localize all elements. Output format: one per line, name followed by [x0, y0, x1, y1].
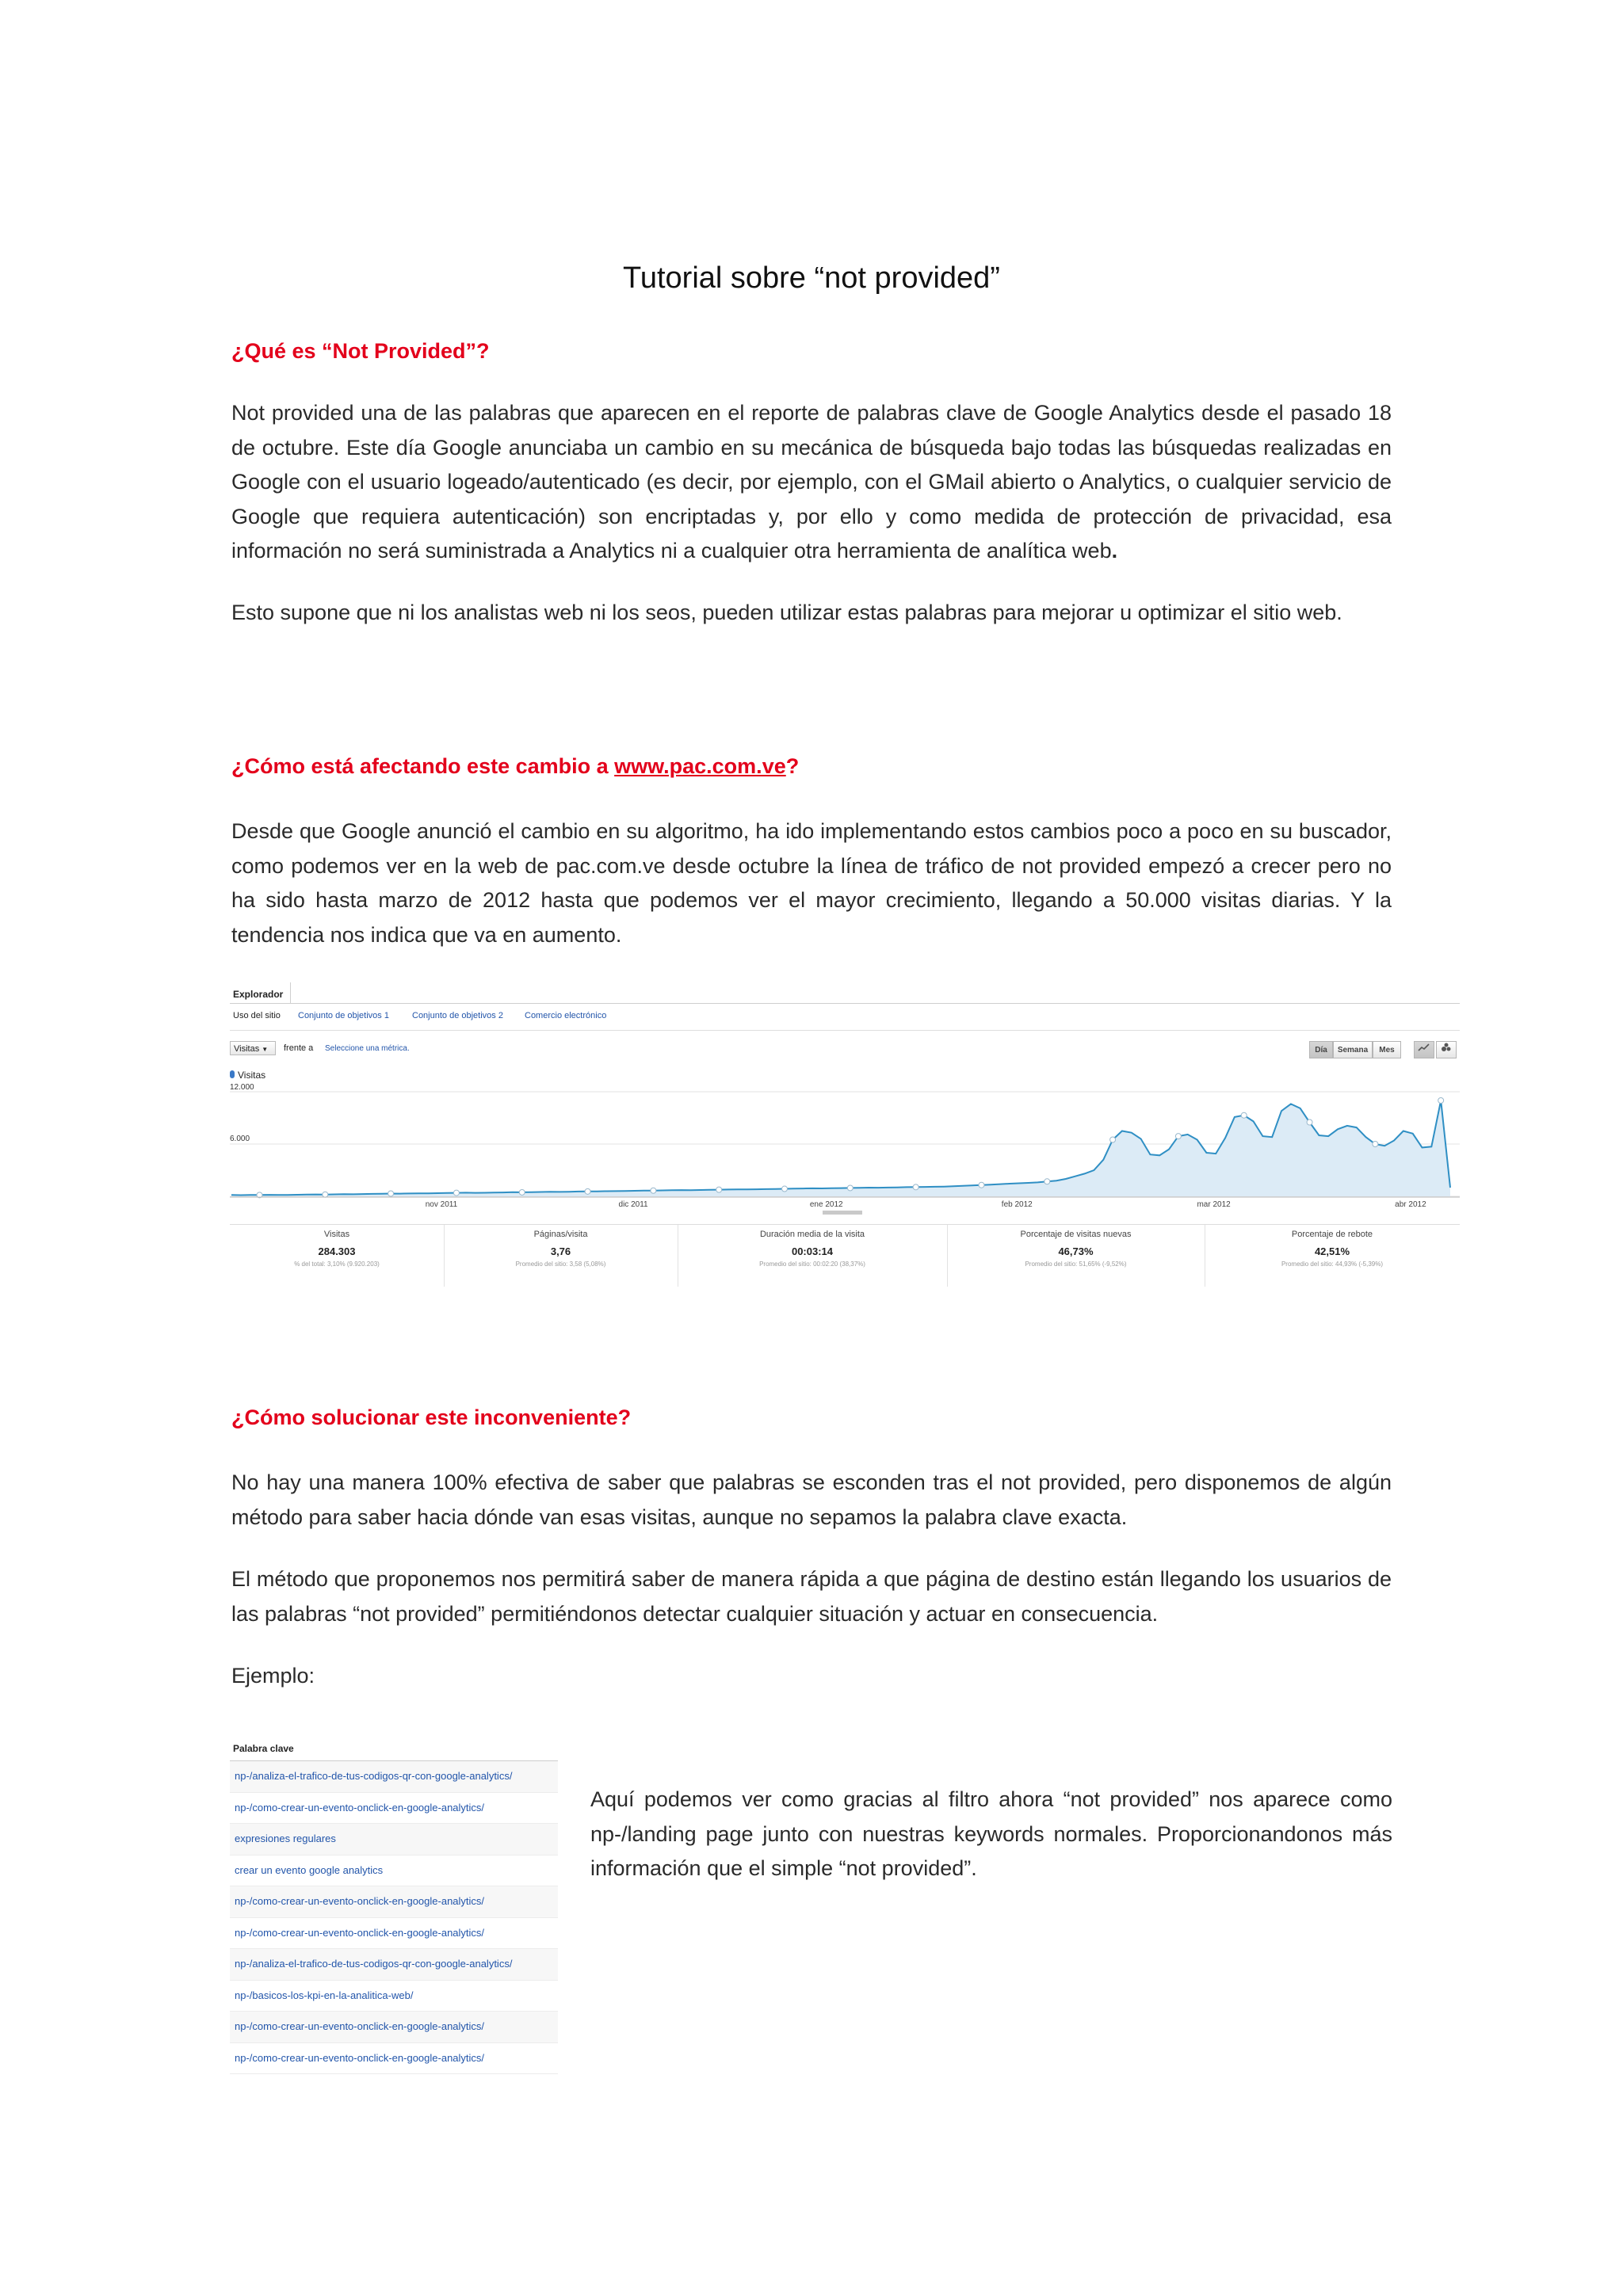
- table-row[interactable]: crear un evento google analytics: [230, 1855, 558, 1887]
- motion-chart-icon[interactable]: [1436, 1041, 1457, 1058]
- data-point[interactable]: [453, 1190, 459, 1196]
- stat-visits: [230, 1225, 444, 1287]
- x-tick-label: nov 2011: [425, 1200, 458, 1209]
- line-chart-icon[interactable]: [1414, 1041, 1434, 1058]
- table-row[interactable]: np-/como-crear-un-evento-onclick-en-google-analytics/: [230, 1886, 558, 1918]
- select-metric-link[interactable]: Seleccione una métrica.: [325, 1044, 410, 1053]
- data-point[interactable]: [585, 1188, 590, 1194]
- stat-label: Porcentaje de rebote: [1291, 1230, 1373, 1239]
- heading-how-affecting-suffix: ?: [785, 754, 800, 778]
- data-point[interactable]: [1175, 1134, 1181, 1139]
- data-point[interactable]: [716, 1187, 722, 1192]
- table-row[interactable]: np-/analiza-el-trafico-de-tus-codigos-qr-con-google-analytics/: [230, 1761, 558, 1793]
- stat-value: 42,51%: [1314, 1245, 1350, 1257]
- y-tick-label: 12.000: [230, 1083, 254, 1092]
- data-point[interactable]: [1307, 1119, 1312, 1125]
- site-link[interactable]: www.pac.com.ve: [614, 754, 786, 778]
- paragraph-method: El método que proponemos nos permitirá saber de manera rápida a que página de destino están llegando los usuarios de las palabras “not provided” permitiéndonos detectar cualquier situación y actuar en consecuencia.: [231, 1567, 1392, 1626]
- metric-select[interactable]: [230, 1041, 276, 1055]
- table-row[interactable]: np-/como-crear-un-evento-onclick-en-google-analytics/: [230, 2012, 558, 2043]
- stat-label: Porcentaje de visitas nuevas: [1020, 1230, 1132, 1239]
- data-point[interactable]: [979, 1182, 984, 1188]
- x-tick-label: mar 2012: [1197, 1200, 1231, 1209]
- paragraph-consequence: Esto supone que ni los analistas web ni los seos, pueden utilizar estas palabras para mejorar u optimizar el sitio web.: [231, 601, 1342, 624]
- stat-value: 46,73%: [1058, 1245, 1094, 1257]
- heading-how-solve: ¿Cómo solucionar este inconveniente?: [231, 1405, 632, 1429]
- x-tick-label: dic 2011: [618, 1200, 648, 1209]
- page-title: Tutorial sobre “not provided”: [623, 261, 1000, 295]
- month-button[interactable]: Mes: [1373, 1041, 1401, 1058]
- subtab-ecommerce[interactable]: Comercio electrónico: [525, 1011, 607, 1020]
- paragraph-intro-end: .: [1111, 539, 1118, 563]
- x-tick-label: feb 2012: [1001, 1200, 1033, 1209]
- heading-how-affecting-prefix: ¿Cómo está afectando este cambio a: [231, 754, 615, 778]
- chevron-down-icon: ▼: [262, 1046, 269, 1053]
- data-point[interactable]: [913, 1184, 918, 1190]
- paragraph-intro-text: Not provided una de las palabras que aparecen en el reporte de palabras clave de Google Analytics desde el pasado 18 de octubre. Este día Google anunciaba un cambio en su mecánica de búsqueda bajo todas las búsquedas realizadas en Google con el usuario logeado/autenticado (es decir, por ejemplo, con el GMail abierto o Analytics, o cualquier servicio de Google que requiera autenticación) son encriptadas y, por ello y como medida de protección de privacidad, esa información no será suministrada a Analytics ni a cualquier otra herramienta de analítica web: [231, 401, 1392, 563]
- paragraph-affecting: Desde que Google anunció el cambio en su algoritmo, ha ido implementando estos cambios poco a poco en su buscador, como podemos ver en la web de pac.com.ve desde octubre la línea de tráfico de not provided empezó a crecer pero no ha sido hasta marzo de 2012 hasta que podemos ver el mayor crecimiento, llegando a 50.000 visitas diarias. Y la tendencia nos indica que va en aumento.: [231, 819, 1392, 947]
- data-point[interactable]: [388, 1191, 394, 1196]
- data-point[interactable]: [1373, 1142, 1378, 1147]
- compare-label: frente a: [284, 1043, 314, 1053]
- stat-sub: Promedio del sitio: 44,93% (-5,39%): [1281, 1261, 1384, 1268]
- x-tick-label: ene 2012: [809, 1200, 843, 1209]
- data-point[interactable]: [1438, 1098, 1444, 1104]
- stat-label: Visitas: [323, 1230, 350, 1239]
- stat-label: Duración media de la visita: [759, 1230, 865, 1239]
- paragraph-example-explanation: Aquí podemos ver como gracias al filtro ahora “not provided” nos aparece como np-/landing page junto con nuestras keywords normales. Proporcionandonos más información que el simple “not provided”.: [590, 1787, 1392, 1880]
- week-button[interactable]: Semana: [1333, 1041, 1373, 1058]
- analytics-screenshot: [230, 982, 1460, 1287]
- legend-dot: [230, 1070, 235, 1078]
- stat-sub: Promedio del sitio: 3,58 (5,08%): [515, 1261, 606, 1268]
- tab-divider: [230, 1003, 1460, 1004]
- subtab-goals-1[interactable]: Conjunto de objetivos 1: [298, 1011, 389, 1020]
- data-point[interactable]: [1241, 1112, 1247, 1118]
- stat-value: 3,76: [550, 1245, 571, 1257]
- data-point[interactable]: [651, 1188, 656, 1193]
- paragraph-example-label: Ejemplo:: [231, 1664, 315, 1688]
- stat-new-visits: [947, 1225, 1205, 1287]
- explorer-tab[interactable]: Explorador: [233, 989, 284, 1000]
- metric-select-value: Visitas: [234, 1044, 260, 1054]
- keyword-table: [230, 1737, 558, 2074]
- x-tick-label: abr 2012: [1395, 1200, 1426, 1209]
- data-point[interactable]: [323, 1192, 328, 1197]
- table-row[interactable]: np-/como-crear-un-evento-onclick-en-google-analytics/: [230, 1918, 558, 1950]
- visits-chart: [230, 1085, 1460, 1224]
- range-handle[interactable]: [823, 1211, 862, 1215]
- y-tick-label: 6.000: [230, 1135, 250, 1143]
- heading-what-is: ¿Qué es “Not Provided”?: [231, 339, 490, 363]
- stat-avg-duration: [678, 1225, 947, 1287]
- data-point[interactable]: [519, 1189, 525, 1195]
- subtab-goals-2[interactable]: Conjunto de objetivos 2: [412, 1011, 503, 1020]
- paragraph-solution: No hay una manera 100% efectiva de saber que palabras se esconden tras el not provided, pero disponemos de algún método para saber hacia dónde van esas visitas, aunque no sepamos la palabra clave exacta.: [231, 1470, 1392, 1529]
- stat-value: 284.303: [318, 1245, 356, 1257]
- legend-label: Visitas: [238, 1070, 266, 1081]
- stat-sub: Promedio del sitio: 51,65% (-9,52%): [1025, 1261, 1127, 1268]
- data-point[interactable]: [1110, 1137, 1116, 1142]
- stat-sub: % del total: 3,10% (9.920.203): [294, 1261, 380, 1268]
- paragraph-intro: [231, 396, 1392, 569]
- stat-label: Páginas/visita: [533, 1230, 588, 1239]
- toolbar-divider: [230, 1030, 1460, 1031]
- stat-value: 00:03:14: [791, 1245, 834, 1257]
- stat-bounce-rate: [1205, 1225, 1460, 1287]
- subtab-site-usage[interactable]: Uso del sitio: [233, 1011, 281, 1020]
- stats-row: [230, 1224, 1460, 1288]
- chart-legend: [230, 1070, 265, 1081]
- data-point[interactable]: [782, 1186, 788, 1192]
- table-row[interactable]: np-/basicos-los-kpi-en-la-analitica-web/: [230, 1981, 558, 2012]
- stat-sub: Promedio del sitio: 00:02:20 (38,37%): [759, 1261, 865, 1268]
- table-row[interactable]: np-/como-crear-un-evento-onclick-en-google-analytics/: [230, 1793, 558, 1825]
- table-row[interactable]: np-/como-crear-un-evento-onclick-en-google-analytics/: [230, 2043, 558, 2075]
- visits-area: [231, 1100, 1450, 1196]
- table-row[interactable]: np-/analiza-el-trafico-de-tus-codigos-qr-con-google-analytics/: [230, 1949, 558, 1981]
- keyword-table-header: Palabra clave: [230, 1737, 558, 1761]
- day-button[interactable]: Día: [1309, 1041, 1333, 1058]
- table-row[interactable]: expresiones regulares: [230, 1824, 558, 1855]
- data-point[interactable]: [847, 1185, 853, 1191]
- stat-pages-per-visit: [444, 1225, 678, 1287]
- data-point[interactable]: [1044, 1179, 1050, 1184]
- heading-how-affecting: [231, 754, 799, 779]
